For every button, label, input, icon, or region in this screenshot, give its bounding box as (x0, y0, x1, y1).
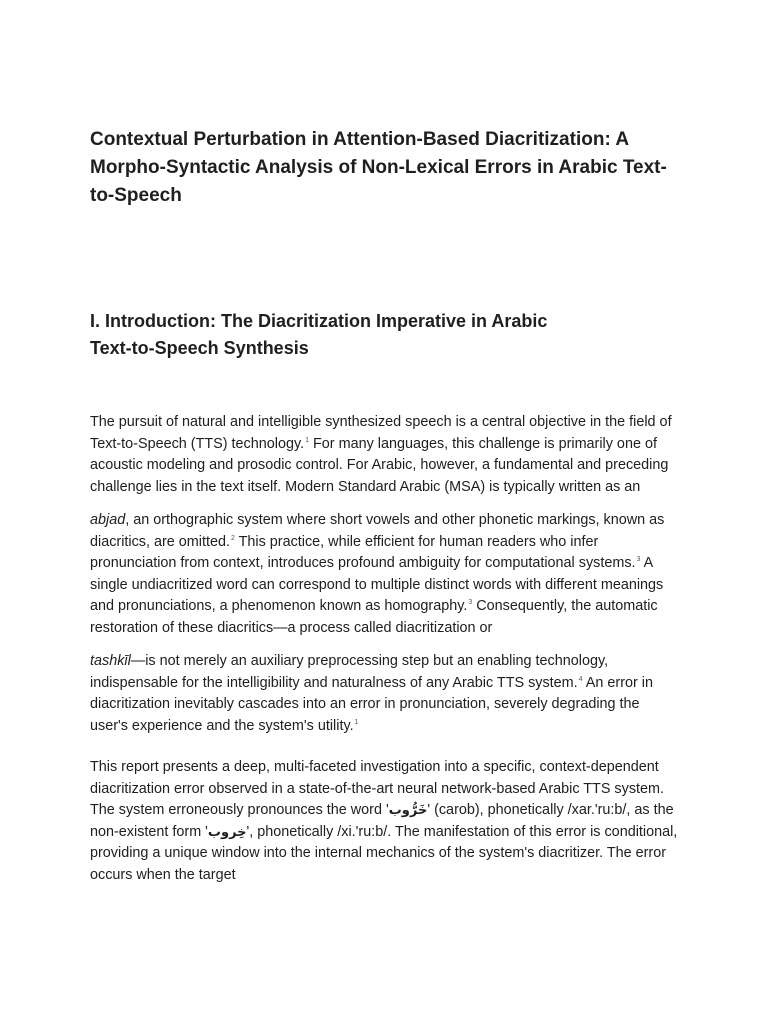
paragraph-text: —is not merely an auxiliary preprocessing step but an enabling technology, indispensable for the intelligibility and naturalness of any Arabic TTS system. (90, 653, 609, 691)
arabic-word-correct: خَرُّوب (388, 803, 428, 818)
paragraph-text: A single undiacritized word can correspond to multiple distinct words with different meanings and pronunciations, a phenomenon known as homography. (90, 555, 664, 614)
document-title: Contextual Perturbation in Attention-Based Diacritization: A Morpho-Syntactic Analysis of Non-Lexical Errors in Arabic Text-to-Speech (90, 129, 667, 206)
paragraph-1 (90, 412, 680, 498)
section-heading-introduction: I. Introduction: The Diacritization Imperative in Arabic Text-to-Speech Synthesis (90, 311, 548, 358)
paragraph-text: This practice, while efficient for human readers who infer pronunciation from context, introduces profound ambiguity for computational systems. (90, 533, 636, 571)
italic-term-abjad: abjad (90, 512, 126, 528)
paragraph-text: An error in diacritization inevitably cascades into an error in pronunciation, severely degrading the user's experience and the system's utility. (90, 674, 653, 734)
paragraph-text: The pursuit of natural and intelligible synthesized speech is a central objective in the field of Text-to-Speech (TTS) technology. (90, 414, 672, 452)
paragraph-text: ', phonetically /xi.'ru:b/. The manifestation of this error is conditional, providing a unique window into the internal mechanics of the system's diacritizer. The error occurs when the target (90, 823, 678, 883)
footnote-marker[interactable]: 3 (468, 599, 473, 606)
footnote-marker[interactable]: 1 (354, 718, 359, 726)
paragraph-text: Consequently, the automatic restoration of these diacritics—a process called diacritization or (90, 598, 658, 636)
body-text (90, 412, 680, 886)
document-page (90, 126, 680, 898)
paragraph-text: For many languages, this challenge is primarily one of acoustic modeling and prosodic control. For Arabic, however, a fundamental and preceding challenge lies in the text itself. Modern Standard Arabic (MSA) is typically written as an (90, 435, 669, 495)
footnote-marker[interactable]: 4 (578, 675, 583, 683)
footnote-marker[interactable]: 3 (636, 556, 641, 563)
arabic-word-erroneous: خِروب (207, 824, 247, 840)
paragraph-text: ' (carob), phonetically /xar.'ru:b/, as the non-existent form ' (90, 802, 674, 840)
paragraph-3 (90, 651, 680, 737)
paragraph-text: This report presents a deep, multi-faceted investigation into a specific, context-dependent diacritization error observed in a state-of-the-art neural network-based Arabic TTS system. The system erroneously pronounces the word ' (90, 759, 665, 818)
footnote-marker[interactable]: 2 (230, 534, 235, 542)
paragraph-4 (90, 757, 680, 886)
paragraph-2 (90, 510, 680, 639)
footnote-marker[interactable]: 1 (305, 436, 309, 444)
italic-term-tashkil: tashkīl (90, 653, 131, 669)
paragraph-text: , an orthographic system where short vowels and other phonetic markings, known as diacritics, are omitted. (90, 512, 665, 550)
